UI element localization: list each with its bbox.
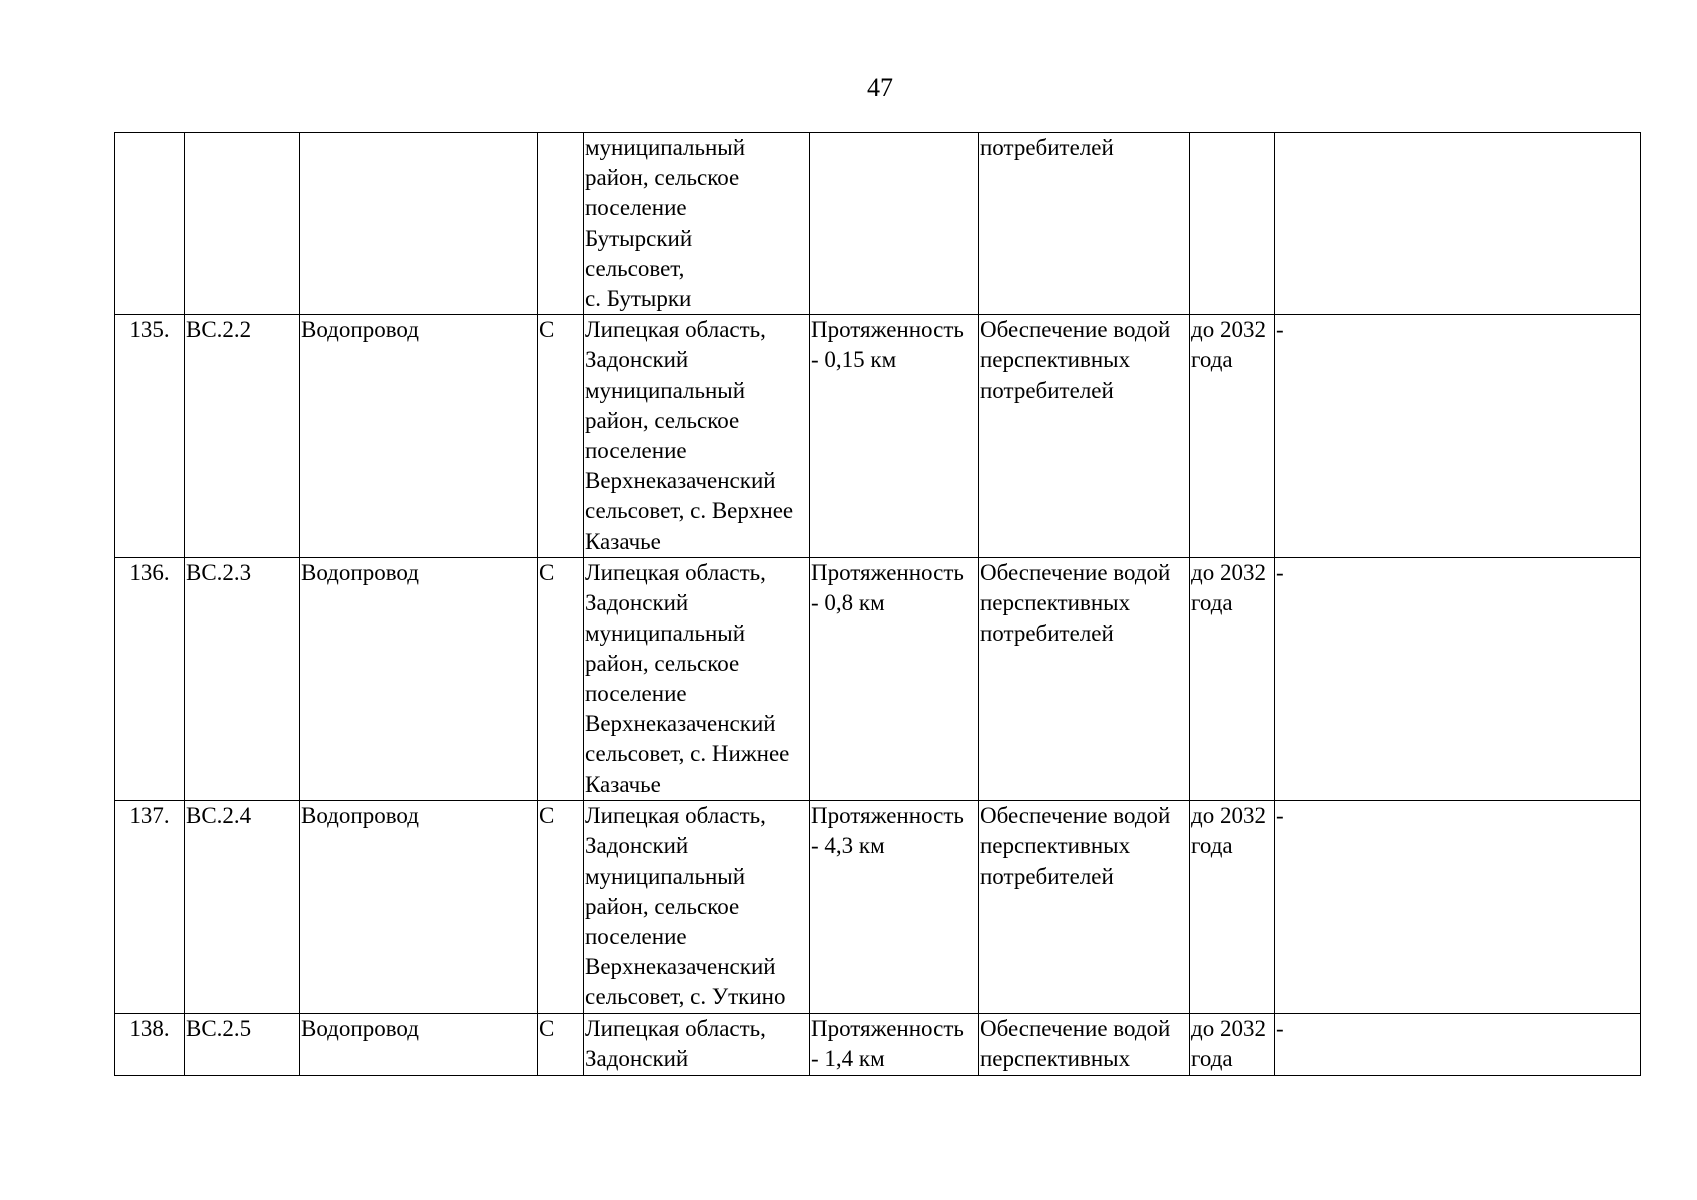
object-code: ВС.2.3 bbox=[185, 558, 300, 801]
object-code bbox=[185, 133, 300, 315]
object-note: - bbox=[1275, 1014, 1641, 1075]
object-deadline: до 2032 года bbox=[1190, 1014, 1275, 1075]
object-type: С bbox=[538, 558, 584, 801]
object-deadline: до 2032 года bbox=[1190, 801, 1275, 1014]
object-code: ВС.2.5 bbox=[185, 1014, 300, 1075]
object-characteristics bbox=[810, 133, 979, 315]
row-number: 138. bbox=[115, 1014, 185, 1075]
object-purpose: Обеспечение водой перспективных потребителей bbox=[979, 558, 1190, 801]
table-row bbox=[115, 558, 1641, 801]
object-note bbox=[1275, 133, 1641, 315]
object-note: - bbox=[1275, 315, 1641, 558]
object-type bbox=[538, 133, 584, 315]
row-number: 136. bbox=[115, 558, 185, 801]
object-name: Водопровод bbox=[300, 801, 538, 1014]
object-characteristics: Протяженность - 4,3 км bbox=[810, 801, 979, 1014]
object-deadline: до 2032 года bbox=[1190, 558, 1275, 801]
table-row bbox=[115, 315, 1641, 558]
page-number: 47 bbox=[867, 73, 893, 102]
object-note: - bbox=[1275, 801, 1641, 1014]
object-note: - bbox=[1275, 558, 1641, 801]
object-characteristics: Протяженность - 0,15 км bbox=[810, 315, 979, 558]
object-purpose: потребителей bbox=[979, 133, 1190, 315]
object-location: Липецкая область, Задонский муниципальный район, сельское поселение Верхнеказаченский сельсовет, с. Нижнее Казачье bbox=[584, 558, 810, 801]
row-number bbox=[115, 133, 185, 315]
object-location: Липецкая область, Задонский муниципальный район, сельское поселение Верхнеказаченский сельсовет, с. Уткино bbox=[584, 801, 810, 1014]
object-location: Липецкая область, Задонский bbox=[584, 1014, 810, 1075]
object-deadline: до 2032 года bbox=[1190, 315, 1275, 558]
object-name: Водопровод bbox=[300, 558, 538, 801]
object-characteristics: Протяженность - 0,8 км bbox=[810, 558, 979, 801]
object-purpose: Обеспечение водой перспективных потребителей bbox=[979, 801, 1190, 1014]
table-row bbox=[115, 1014, 1641, 1075]
object-type: С bbox=[538, 315, 584, 558]
object-characteristics: Протяженность - 1,4 км bbox=[810, 1014, 979, 1075]
object-type: С bbox=[538, 1014, 584, 1075]
object-name bbox=[300, 133, 538, 315]
object-location: муниципальный район, сельское поселение Бутырский сельсовет, с. Бутырки bbox=[584, 133, 810, 315]
objects-table bbox=[114, 132, 1641, 1076]
table-row bbox=[115, 133, 1641, 315]
row-number: 135. bbox=[115, 315, 185, 558]
object-purpose: Обеспечение водой перспективных bbox=[979, 1014, 1190, 1075]
object-code: ВС.2.4 bbox=[185, 801, 300, 1014]
object-purpose: Обеспечение водой перспективных потребителей bbox=[979, 315, 1190, 558]
object-type: С bbox=[538, 801, 584, 1014]
object-code: ВС.2.2 bbox=[185, 315, 300, 558]
object-name: Водопровод bbox=[300, 315, 538, 558]
object-name: Водопровод bbox=[300, 1014, 538, 1075]
object-deadline bbox=[1190, 133, 1275, 315]
table-row bbox=[115, 801, 1641, 1014]
object-location: Липецкая область, Задонский муниципальный район, сельское поселение Верхнеказаченский сельсовет, с. Верхнее Казачье bbox=[584, 315, 810, 558]
row-number: 137. bbox=[115, 801, 185, 1014]
